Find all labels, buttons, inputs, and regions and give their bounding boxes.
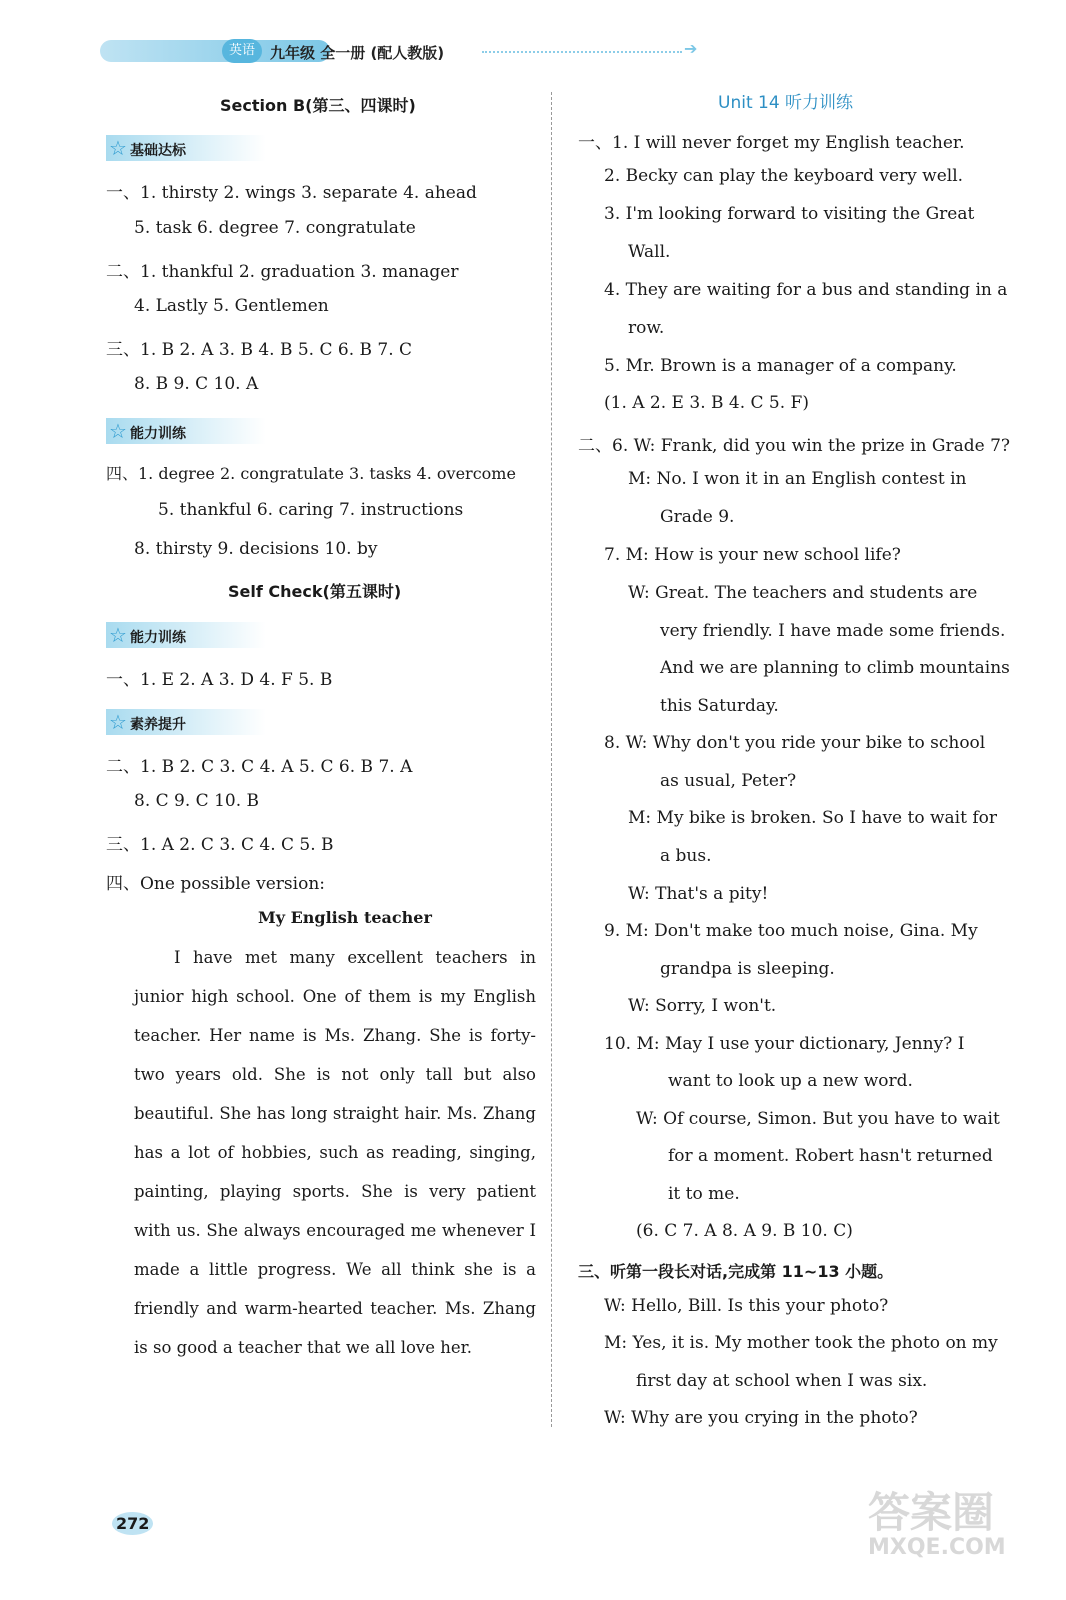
- listening-line: row.: [628, 318, 665, 338]
- section-title: Section B(第三、四课时): [220, 96, 416, 115]
- listening-line: And we are planning to climb mountains: [660, 658, 1010, 678]
- listening-line: 4. They are waiting for a bus and standing in a: [604, 280, 1008, 300]
- listening-line: M: My bike is broken. So I have to wait for: [628, 808, 998, 828]
- banner-ability-2: ☆ 能力训练: [106, 622, 266, 648]
- header-dots: [482, 51, 682, 53]
- listening-line: 9. M: Don't make too much noise, Gina. My: [604, 921, 978, 941]
- page-header: [100, 36, 700, 66]
- banner-ability: ☆ 能力训练: [106, 418, 266, 444]
- page-number: 272: [112, 1512, 153, 1535]
- answer-line: 四、One possible version:: [106, 874, 325, 894]
- arrow-icon: ➔: [684, 39, 698, 58]
- listening-line: W: Of course, Simon. But you have to wait: [636, 1109, 1000, 1129]
- answer-line: 5. thankful 6. caring 7. instructions: [158, 500, 464, 520]
- listening-line: 二、6. W: Frank, did you win the prize in Grade 7?: [578, 436, 1011, 456]
- listening-line: W: Why are you crying in the photo?: [604, 1408, 918, 1428]
- listening-line: very friendly. I have made some friends.: [660, 621, 1006, 641]
- listening-line: 10. M: May I use your dictionary, Jenny? I: [604, 1034, 965, 1054]
- answer-line: 一、1. thirsty 2. wings 3. separate 4. ahead: [106, 183, 477, 203]
- star-icon: ☆: [109, 419, 127, 443]
- banner-literacy: ☆ 素养提升: [106, 709, 266, 735]
- answer-line: 一、1. E 2. A 3. D 4. F 5. B: [106, 670, 333, 690]
- listening-answers: (1. A 2. E 3. B 4. C 5. F): [604, 393, 809, 413]
- listening-line: first day at school when I was six.: [636, 1371, 928, 1391]
- listening-line: M: No. I won it in an English contest in: [628, 469, 967, 489]
- listening-line: W: That's a pity!: [628, 884, 769, 904]
- essay-body: I have met many excellent teachers in junior high school. One of them is my English teacher. Her name is Ms. Zhang. She is forty-two years old. She is not only tall but also beautiful. She has long straight hair. Ms. Zhang has a lot of hobbies, such as reading, singing, painting, playing sports. She is very patient with us. She always encouraged me whenever I made a little progress. We all think she is a friendly and warm-hearted teacher. Ms. Zhang is so good a teacher that we all love her.: [134, 948, 536, 1357]
- listening-answers: (6. C 7. A 8. A 9. B 10. C): [636, 1221, 853, 1241]
- listening-line: grandpa is sleeping.: [660, 959, 835, 979]
- subject-badge: 英语: [222, 39, 262, 63]
- listening-line: 8. W: Why don't you ride your bike to school: [604, 733, 986, 753]
- listening-line: 一、1. I will never forget my English teacher.: [578, 133, 965, 153]
- listening-line: it to me.: [668, 1184, 740, 1204]
- answer-line: 二、1. B 2. C 3. C 4. A 5. C 6. B 7. A: [106, 757, 413, 777]
- listening-line: as usual, Peter?: [660, 771, 797, 791]
- essay-title: My English teacher: [258, 908, 432, 927]
- answer-line: 三、1. B 2. A 3. B 4. B 5. C 6. B 7. C: [106, 340, 413, 360]
- listening-line: 7. M: How is your new school life?: [604, 545, 901, 565]
- column-divider: [551, 92, 552, 1427]
- listening-line: W: Great. The teachers and students are: [628, 583, 978, 603]
- star-icon: ☆: [109, 710, 127, 734]
- listening-line: M: Yes, it is. My mother took the photo on my: [604, 1333, 998, 1353]
- watermark-logo: 答案圈: [868, 1488, 995, 1537]
- listening-line: want to look up a new word.: [668, 1071, 913, 1091]
- answer-line: 8. thirsty 9. decisions 10. by: [134, 539, 378, 559]
- answer-line: 二、1. thankful 2. graduation 3. manager: [106, 262, 459, 282]
- banner-basic: ☆ 基础达标: [106, 135, 266, 161]
- listening-section-heading: 三、听第一段长对话,完成第 11~13 小题。: [578, 1262, 894, 1281]
- answer-line: 8. C 9. C 10. B: [134, 791, 260, 811]
- listening-line: Wall.: [628, 242, 671, 262]
- book-title: 九年级 全一册 (配人教版): [270, 44, 445, 62]
- listening-line: W: Sorry, I won't.: [628, 996, 777, 1016]
- watermark-url: MXQE.COM: [868, 1535, 1006, 1560]
- listening-line: 3. I'm looking forward to visiting the Great: [604, 204, 975, 224]
- self-check-title: Self Check(第五课时): [228, 582, 402, 601]
- answer-line: 三、1. A 2. C 3. C 4. C 5. B: [106, 835, 334, 855]
- answer-line: 5. task 6. degree 7. congratulate: [134, 218, 416, 238]
- star-icon: ☆: [109, 136, 127, 160]
- listening-line: W: Hello, Bill. Is this your photo?: [604, 1296, 889, 1316]
- listening-line: 5. Mr. Brown is a manager of a company.: [604, 356, 957, 376]
- answer-line: 4. Lastly 5. Gentlemen: [134, 296, 329, 316]
- star-icon: ☆: [109, 623, 127, 647]
- listening-line: this Saturday.: [660, 696, 779, 716]
- answer-line: 四、1. degree 2. congratulate 3. tasks 4. overcome: [106, 464, 516, 483]
- listening-line: Grade 9.: [660, 507, 735, 527]
- listening-line: for a moment. Robert hasn't returned: [668, 1146, 993, 1166]
- listening-line: 2. Becky can play the keyboard very well.: [604, 166, 964, 186]
- unit-title: Unit 14 听力训练: [718, 93, 854, 113]
- answer-line: 8. B 9. C 10. A: [134, 374, 259, 394]
- listening-line: a bus.: [660, 846, 712, 866]
